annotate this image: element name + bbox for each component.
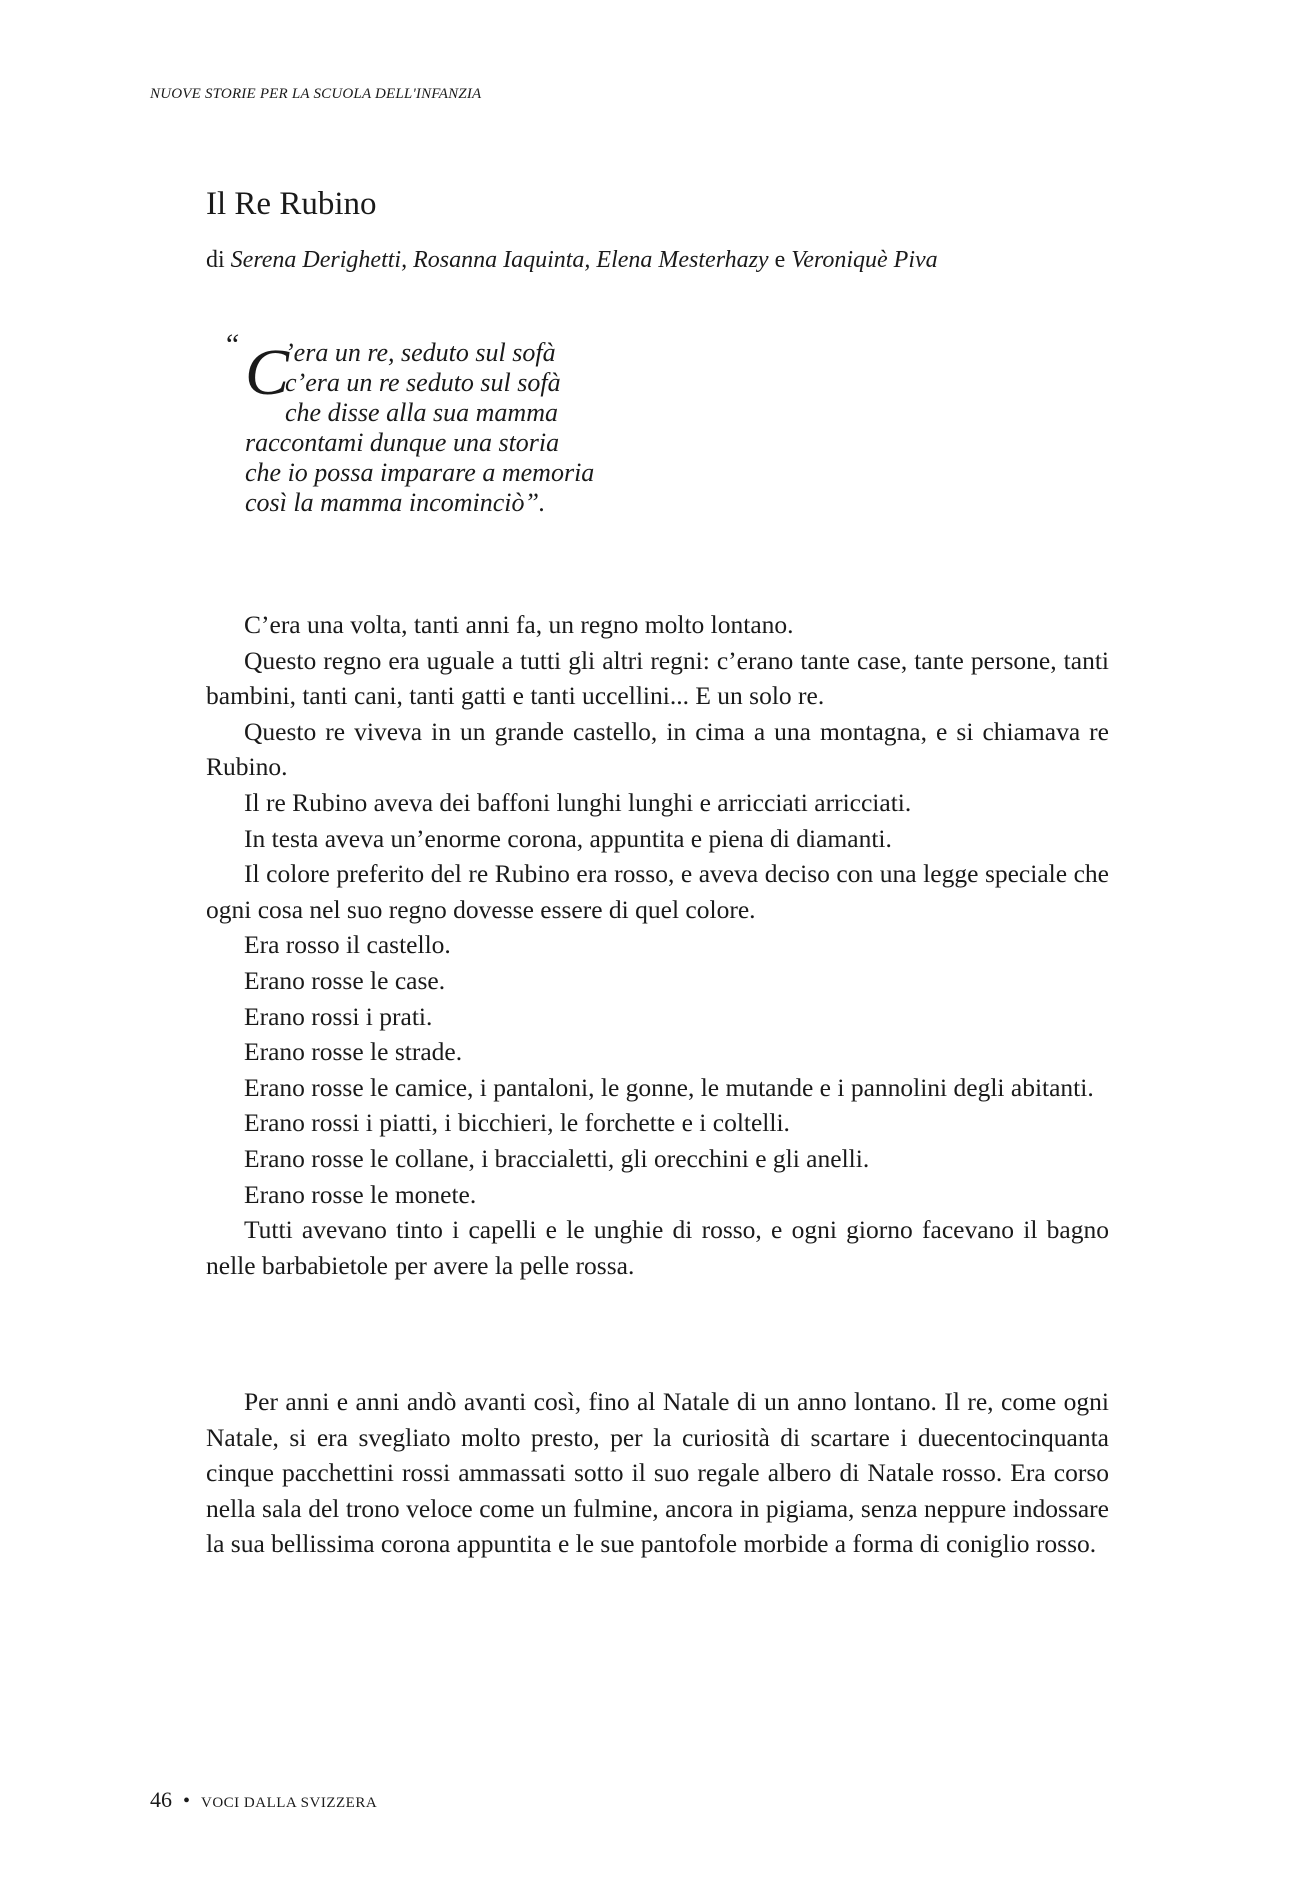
story-paragraph: Erano rosse le monete. xyxy=(244,1179,477,1209)
story-title: Il Re Rubino xyxy=(206,186,377,222)
story-body-part-2 xyxy=(206,1384,1109,1562)
story-body-part-1 xyxy=(206,607,1109,1283)
verse-open-quote: “ xyxy=(223,328,240,361)
page-footer xyxy=(150,1787,377,1813)
story-paragraph: Questo regno era uguale a tutti gli altri regni: c’erano tante case, tante persone, tanti bambini, tanti cani, tanti gatti e tanti uccellini... E un solo re. xyxy=(206,645,1109,711)
story-paragraph: Questo re viveva in un grande castello, in cima a una montagna, e si chiamava re Rubino. xyxy=(206,716,1109,782)
footer-separator: • xyxy=(183,1790,191,1812)
byline-authors-b: Veroniquè Piva xyxy=(791,247,938,273)
drop-cap: C xyxy=(245,336,290,409)
opening-verse xyxy=(223,328,765,578)
story-paragraph: Il re Rubino aveva dei baffoni lunghi lunghi e arricciati arricciati. xyxy=(244,787,912,817)
running-head: NUOVE STORIE PER LA SCUOLA DELL'INFANZIA xyxy=(150,86,482,102)
story-paragraph: Tutti avevano tinto i capelli e le unghie di rosso, e ogni giorno facevano il bagno nelle barbabietole per avere la pelle rossa. xyxy=(206,1215,1109,1280)
verse-line: che disse alla sua mamma xyxy=(285,398,558,427)
verse-line: ’era un re, seduto sul sofà xyxy=(285,338,556,367)
story-paragraph: Erano rossi i prati. xyxy=(244,1001,433,1031)
byline-conjunction: e xyxy=(774,247,786,273)
page-number: 46 xyxy=(150,1787,172,1812)
byline-authors-a: Serena Derighetti, Rosanna Iaquinta, Elena Mesterhazy xyxy=(230,247,769,273)
story-paragraph: Erano rosse le strade. xyxy=(244,1037,463,1067)
story-paragraph: Erano rosse le collane, i braccialetti, gli orecchini e gli anelli. xyxy=(244,1143,870,1173)
verse-line: così la mamma incominciò”. xyxy=(245,488,546,517)
byline-prefix: di xyxy=(206,247,225,273)
verse-line: raccontami dunque una storia xyxy=(245,428,560,457)
story-paragraph: Il colore preferito del re Rubino era rosso, e aveva deciso con una legge speciale che ogni cosa nel suo regno dovesse essere di quel colore. xyxy=(206,859,1109,924)
footer-section-title: VOCI DALLA SVIZZERA xyxy=(201,1795,378,1811)
story-paragraph: Erano rosse le case. xyxy=(244,965,446,995)
story-paragraph: Era rosso il castello. xyxy=(244,930,451,960)
byline xyxy=(206,247,938,274)
story-paragraph: C’era una volta, tanti anni fa, un regno molto lontano. xyxy=(244,610,794,639)
verse-line: c’era un re seduto sul sofà xyxy=(285,368,561,397)
story-paragraph: Erano rossi i piatti, i bicchieri, le forchette e i coltelli. xyxy=(244,1108,790,1138)
story-paragraph: Erano rosse le camice, i pantaloni, le gonne, le mutande e i pannolini degli abitanti. xyxy=(244,1072,1094,1102)
story-paragraph: In testa aveva un’enorme corona, appuntita e piena di diamanti. xyxy=(244,823,892,853)
verse-line: che io possa imparare a memoria xyxy=(245,458,595,487)
story-paragraph: Per anni e anni andò avanti così, fino al Natale di un anno lontano. Il re, come ogni Natale, si era svegliato molto presto, per la curiosità di scartare i duecentocinquanta cinque pacchettini rossi ammassati sotto il suo regale albero di Natale rosso. Era corso nella sala del trono veloce come un fulmine, ancora in pigiama, senza neppure indossare la sua bellissima corona appuntita e le sue pantofole morbide a forma di coniglio rosso. xyxy=(206,1387,1109,1559)
